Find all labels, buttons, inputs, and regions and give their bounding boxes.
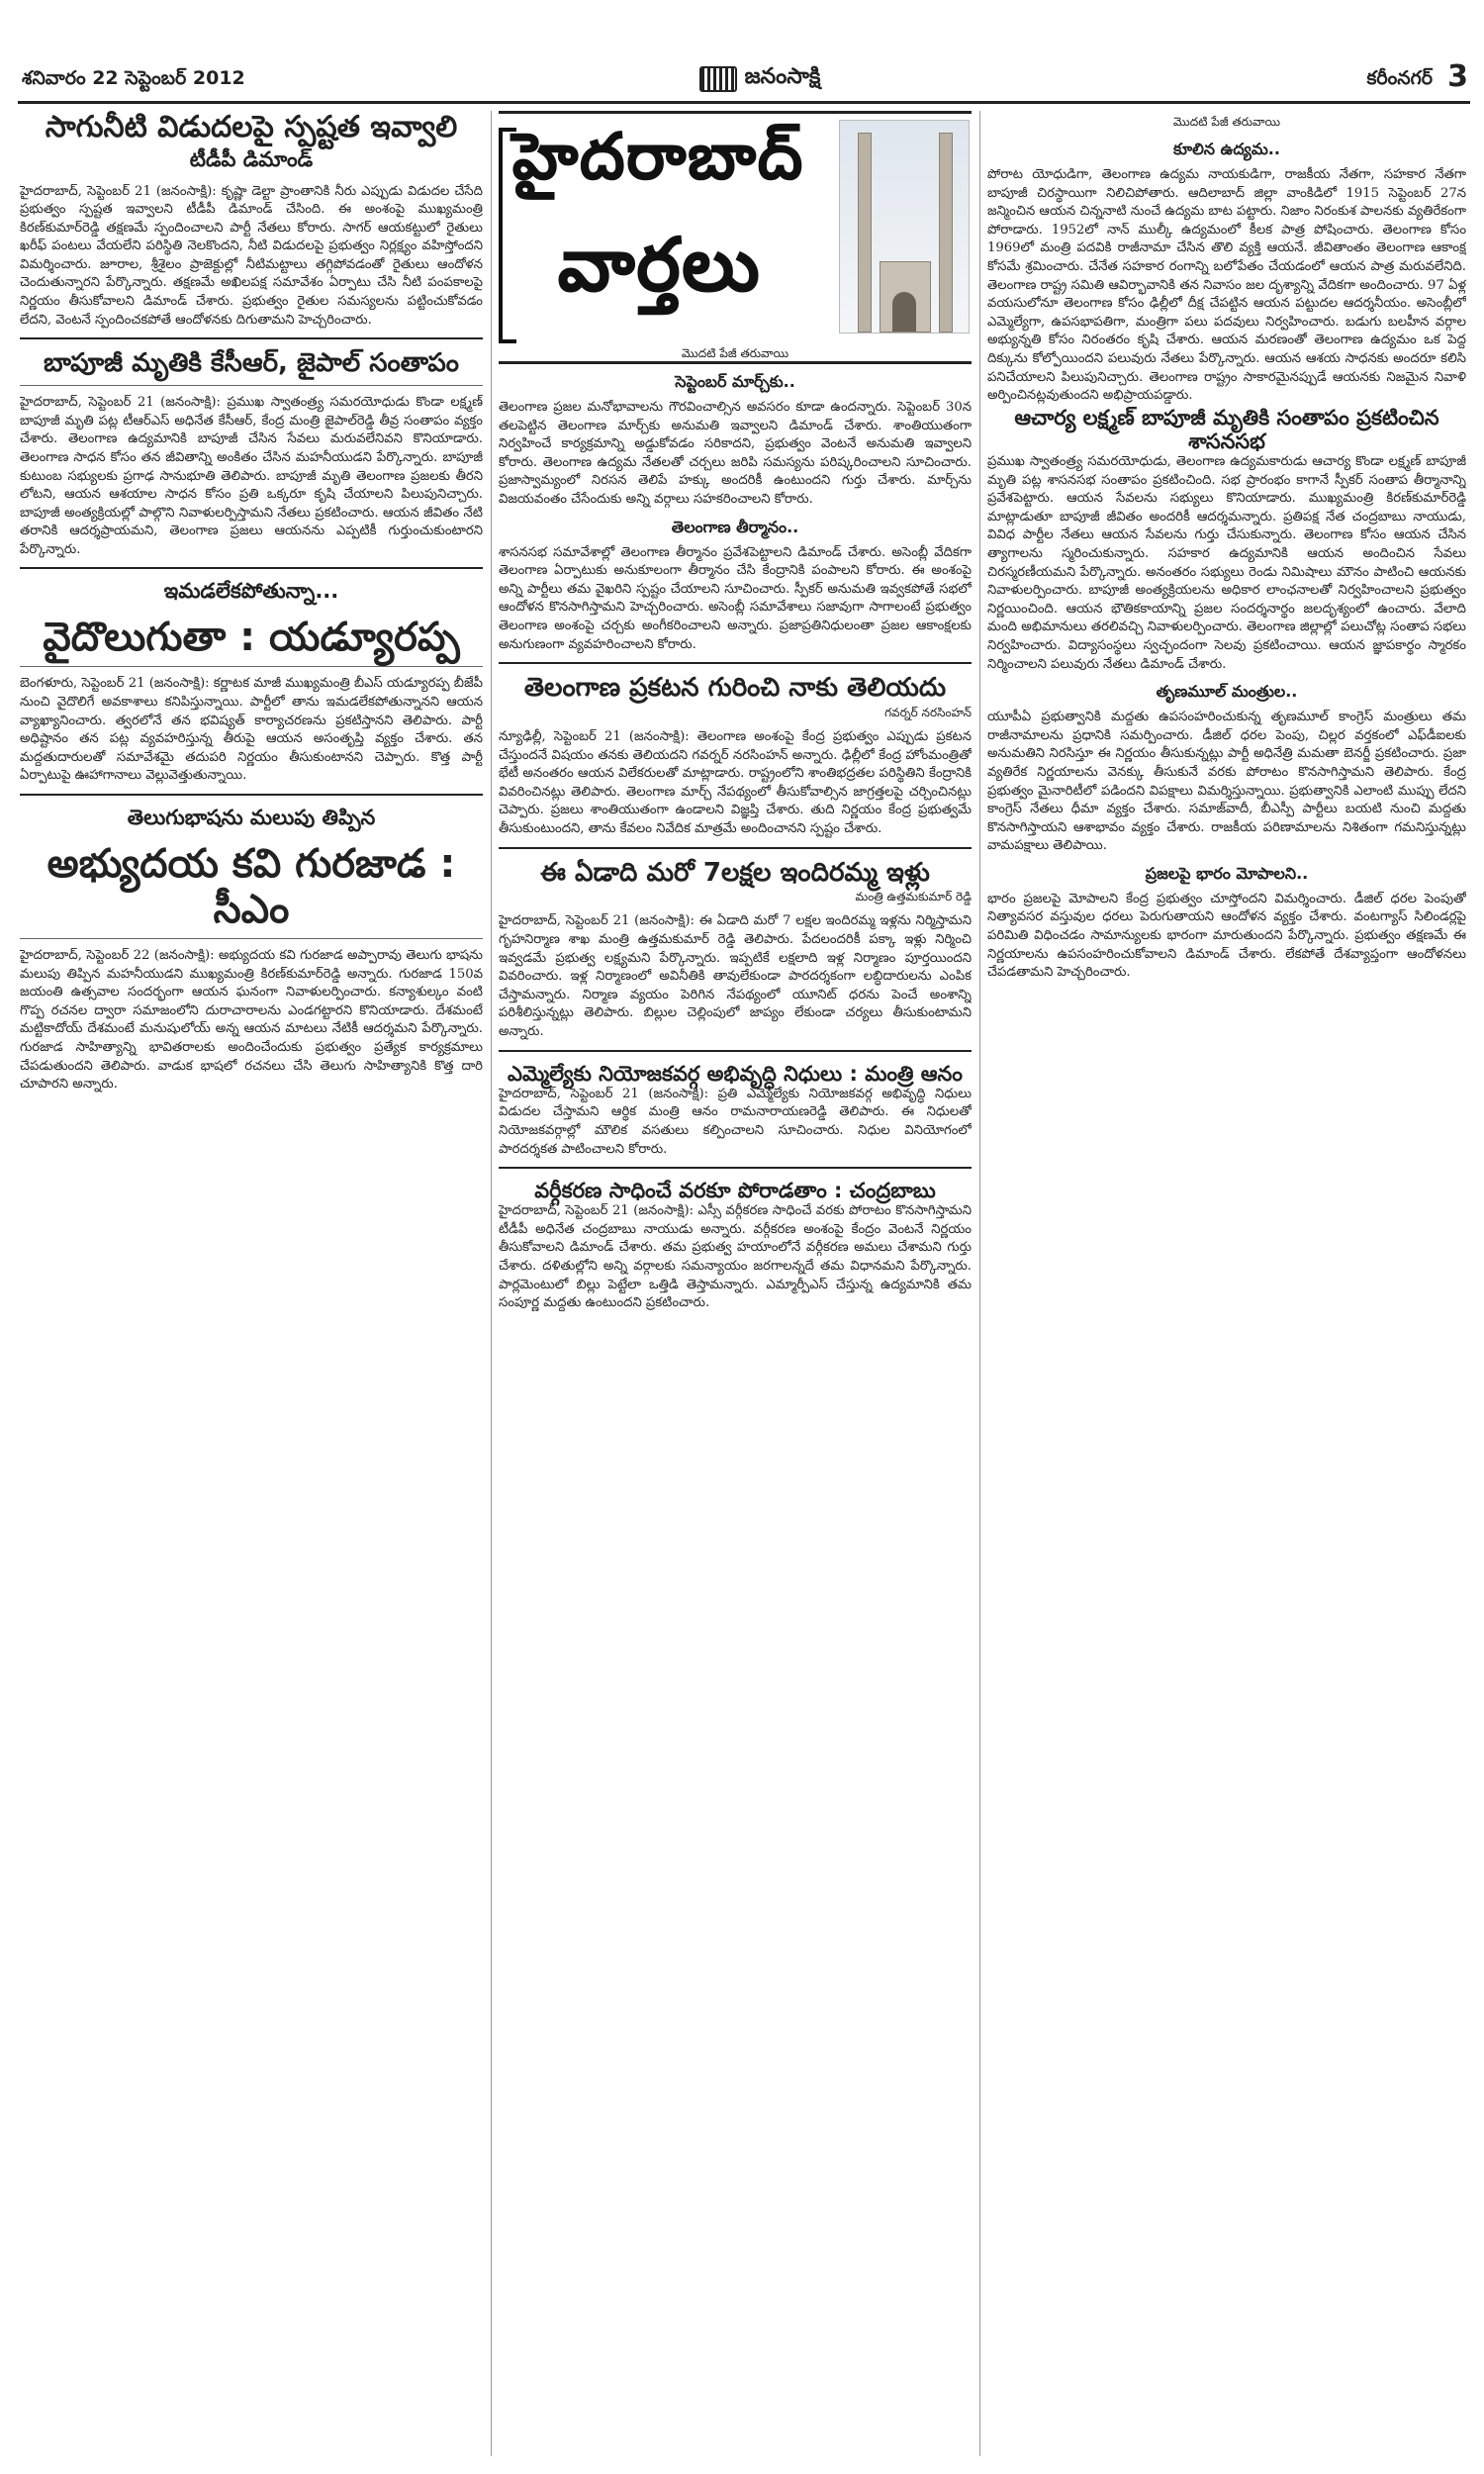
story-body: హైదరాబాద్, సెప్టెంబర్ 21 (జనంసాక్షి): ఎస్సీ వర్గీకరణ సాధించే వరకు పోరాటం కొనసాగిస్తామని టీడీపీ అధినేత చంద్రబాబు నాయుడు అన్నారు. వర్గీకరణ అంశంపై కేంద్రం వెంటనే నిర్ణయం తీసుకోవాలని డిమాండ్ చేశారు. తమ ప్రభుత్వ హయాంలోనే వర్గీకరణ అమలు చేశామని గుర్తు చేశారు. దళితుల్లోని అన్ని వర్గాలకు సమన్యాయం జరగాలన్నదే తమ విధానమని పేర్కొన్నారు. పార్లమెంటులో బిల్లు పెట్టేలా ఒత్తిడి తెస్తామన్నారు. ఎమ్మార్పీఎస్ చేస్తున్న ఉద్యమానికి తమ సంపూర్ణ మద్దతు ఉంటుందని ప్రకటించారు. bbox=[499, 1203, 972, 1311]
story-assembly-condolence bbox=[987, 406, 1466, 674]
story-body: హైదరాబాద్, సెప్టెంబర్ 21 (జనంసాక్షి): కృష్ణా డెల్టా ప్రాంతానికి నీరు ఎప్పుడు విడుదల చేసేది ప్రభుత్వం స్పష్టత ఇవ్వాలని టీడీపీ డిమాండ్ చేసింది. ఈ అంశంపై ముఖ్యమంత్రి కిరణ్‌కుమార్‌రెడ్డి తక్షణమే స్పందించాలని పార్టీ నేతలు కోరారు. సాగర్ ఆయకట్టులో రైతులు ఖరీఫ్ పంటలు వేయలేని పరిస్థితి నెలకొందని, నీటి విడుదలపై ప్రభుత్వం నిర్లక్ష్యం వహిస్తోందని విమర్శించారు. జూరాల, శ్రీశైలం ప్రాజెక్టుల్లో నీటిమట్టాలు తగ్గిపోవడంతో రైతులు ఆందోళన చెందుతున్నారని పేర్కొన్నారు. తక్షణమే అఖిలపక్ష సమావేశం ఏర్పాటు చేసి నీటి పంపకాలపై నిర్ణయం తీసుకోవాలని డిమాండ్ చేశారు. ప్రభుత్వం రైతుల సమస్యలను పట్టించుకోవడం లేదని, వెంటనే స్పందించకపోతే ఆందోళనకు దిగుతామని హెచ్చరించారు. bbox=[20, 183, 483, 328]
banner-line-2: వార్తలు bbox=[558, 223, 762, 308]
headline: ఆచార్య లక్ష్మణ్ బాపూజీ మృతికి సంతాపం ప్రకటించిన శాసనసభ bbox=[1014, 405, 1439, 453]
subheadline: టీడీపీ డిమాండ్ bbox=[189, 146, 314, 171]
issue-date: శనివారం 22 సెప్టెంబర్ 2012 bbox=[22, 67, 245, 89]
headline: అభ్యుదయ కవి గురజాడ : సీఎం bbox=[46, 841, 456, 933]
headline: వర్గీకరణ సాధించే వరకూ పోరాడతాం : చంద్రబాబు bbox=[534, 1179, 936, 1203]
minaret-shape bbox=[939, 133, 953, 333]
logo-text: జనంసాక్షి bbox=[744, 64, 821, 89]
story-body: తెలంగాణ ప్రజల మనోభావాలను గౌరవించాల్సిన అవసరం కూడా ఉందన్నారు. సెప్టెంబర్ 30న తలపెట్టిన తెలంగాణ మార్చ్‌కు అనుమతి ఇవ్వాలని డిమాండ్ చేశారు. శాంతియుతంగా నిర్వహించే కార్యక్రమాన్ని అడ్డుకోవడం సరికాదని, ప్రభుత్వం వెంటనే అనుమతి ఇవ్వాలని కోరారు. తెలంగాణ ఉద్యమ నేతలతో చర్చలు జరిపి సమస్యను పరిష్కరించాలని సూచించారు. ప్రజాస్వామ్యంలో నిరసన తెలిపే హక్కు అందరికీ ఉంటుందని గుర్తు చేశారు. మార్చ్‌ను విజయవంతం చేసేందుకు అన్ని వర్గాలు సహకరించాలని కోరారు. bbox=[499, 400, 972, 507]
page-number: 3 bbox=[1447, 59, 1468, 94]
kicker: ఇమడలేకపోతున్నా... bbox=[163, 579, 339, 604]
edition-name: కరీంనగర్ bbox=[1366, 67, 1433, 89]
story-movement bbox=[987, 140, 1466, 406]
column-2 bbox=[499, 111, 972, 2456]
story-body: బెంగళూరు, సెప్టెంబర్ 21 (జనంసాక్షి): కర్ణాటక మాజీ ముఖ్యమంత్రి బీఎస్ యడ్యూరప్ప బీజేపీ నుంచి వైదొలిగే అవకాశాలు కనిపిస్తున్నాయి. పార్టీలో తాను ఇమడలేకపోతున్నానని ఆయన వ్యాఖ్యానించారు. త్వరలోనే తన భవిష్యత్ కార్యాచరణను ప్రకటిస్తానని తెలిపారు. పార్టీ అధిష్టానం తన పట్ల వ్యవహరిస్తున్న తీరుపై ఆయన అసంతృప్తి వ్యక్తం చేశారు. తన మద్దతుదారులతో సమావేశమై తదుపరి నిర్ణయం తీసుకుంటానని చెప్పారు. కొత్త పార్టీ ఏర్పాటుపై ఊహాగానాలు వెల్లువెత్తుతున్నాయి. bbox=[20, 676, 483, 784]
divider bbox=[20, 337, 483, 339]
page-header bbox=[18, 59, 1470, 104]
logo-mark-icon bbox=[699, 66, 737, 92]
divider bbox=[499, 662, 972, 664]
story-governor bbox=[499, 674, 972, 838]
arch-shape bbox=[880, 261, 931, 333]
headline: కూలిన ఉద్యమ.. bbox=[1173, 140, 1280, 158]
headline: బాపూజీ మృతికి కేసీఆర్, జైపాల్ సంతాపం bbox=[44, 348, 459, 379]
story-bapuji-condolence bbox=[20, 349, 483, 559]
story-trinamool bbox=[987, 682, 1466, 856]
story-telangana-resolution bbox=[499, 518, 972, 655]
banner-caption: మొదటి పేజీ తరువాయి bbox=[681, 346, 789, 360]
headline: సాగునీటి విడుదలపై స్పష్టత ఇవ్వాలి bbox=[45, 111, 458, 144]
divider bbox=[499, 847, 972, 849]
headline: సెప్టెంబర్ మార్చ్‌కు.. bbox=[675, 372, 795, 391]
masthead-logo bbox=[641, 63, 879, 95]
headline: తెలంగాణ తీర్మానం.. bbox=[671, 517, 799, 536]
story-body: భారం ప్రజలపై మోపాలని కేంద్ర ప్రభుత్వం చూస్తోందని విమర్శించారు. డీజిల్ ధరల పెంపుతో నిత్యావసర వస్తువుల ధరలు పెరుగుతాయని ఆందోళన వ్యక్తం చేశారు. వంటగ్యాస్ సిలిండర్లపై పరిమితి విధించడం సామాన్యులకు భారంగా మారుతుందని పేర్కొన్నారు. ప్రభుత్వం తక్షణమే ఈ నిర్ణయాలను ఉపసంహరించుకోవాలని డిమాండ్ చేశారు. లేకపోతే దేశవ్యాప్తంగా ఆందోళనలు చేపడతామని హెచ్చరించారు. bbox=[987, 891, 1466, 981]
headline: తెలంగాణ ప్రకటన గురించి నాకు తెలియదు bbox=[523, 673, 947, 704]
headline: ఎమ్మెల్యేకు నియోజకవర్గ అభివృద్ధి నిధులు : మంత్రి ఆనం bbox=[508, 1061, 963, 1086]
column-rule bbox=[979, 111, 980, 2456]
hyderabad-news-banner bbox=[499, 111, 972, 364]
divider bbox=[20, 794, 483, 796]
headline: ఈ ఏడాది మరో 7లక్షల ఇందిరమ్మ ఇళ్లు bbox=[540, 857, 930, 888]
story-body: హైదరాబాద్, సెప్టెంబర్ 21 (జనంసాక్షి): ప్రతి ఎమ్మెల్యేకు నియోజకవర్గ అభివృద్ధి నిధులు విడుదల చేస్తామని ఆర్థిక మంత్రి ఆనం రామనారాయణరెడ్డి తెలిపారు. ఈ నిధులతో నియోజకవర్గాల్లో మౌలిక వసతులు కల్పించాలని సూచించారు. నిధుల వినియోగంలో పారదర్శకత పాటించాలని కోరారు. bbox=[499, 1086, 972, 1157]
story-public-burden bbox=[987, 864, 1466, 983]
story-body: యూపీఏ ప్రభుత్వానికి మద్దతు ఉపసంహరించుకున్న తృణమూల్ కాంగ్రెస్ మంత్రులు తమ రాజీనామాలను ప్రధానికి సమర్పించారు. డీజిల్ ధరల పెంపు, చిల్లర వర్తకంలో ఎఫ్‌డీఐలకు అనుమతిని నిరసిస్తూ ఈ నిర్ణయం తీసుకున్నట్లు పార్టీ అధినేత్రి మమతా బెనర్జీ ప్రకటించారు. ప్రజా వ్యతిరేక నిర్ణయాలను వెనక్కు తీసుకునే వరకు పోరాటం కొనసాగిస్తామని తెలిపారు. కేంద్ర ప్రభుత్వం మైనారిటీలో పడిందని విపక్షాలు విమర్శిస్తున్నాయి. ప్రభుత్వానికి ఎలాంటి ముప్పు లేదని కాంగ్రెస్ నేతలు ధీమా వ్యక్తం చేశారు. సమాజ్‌వాదీ, బీఎస్పీ పార్టీలు బయటి నుంచి మద్దతు కొనసాగిస్తాయని ఆశాభావం వ్యక్తం చేశారు. రాజకీయ పరిణామాలను నిశితంగా గమనిస్తున్నట్లు వామపక్షాలు తెలిపాయి. bbox=[987, 710, 1466, 854]
story-body: ప్రముఖ స్వాతంత్ర్య సమరయోధుడు, తెలంగాణ ఉద్యమకారుడు ఆచార్య కొండా లక్ష్మణ్ బాపూజీ మృతి పట్ల శాసనసభ సంతాపం ప్రకటించింది. సభ ప్రారంభం కాగానే స్పీకర్ సంతాప తీర్మానాన్ని ప్రవేశపెట్టారు. ఆయన సేవలను సభ్యులు కొనియాడారు. ముఖ్యమంత్రి కిరణ్‌కుమార్‌రెడ్డి మాట్లాడుతూ బాపూజీ జీవితం అందరికీ ఆదర్శమన్నారు. ప్రతిపక్ష నేత చంద్రబాబు నాయుడు, వివిధ పార్టీల నేతలు ఆయన సేవలను గుర్తు చేసుకున్నారు. తెలంగాణ కోసం ఆయన చేసిన త్యాగాలను స్మరించుకున్నారు. సహకార ఉద్యమానికి ఆయన అందించిన సేవలు చిరస్మరణీయమని పేర్కొన్నారు. అనంతరం సభ్యులు రెండు నిమిషాలు మౌనం పాటించి ఆయనకు నివాళులర్పించారు. బాపూజీ అంత్యక్రియలను అధికార లాంఛనాలతో నిర్వహించాలని ప్రభుత్వం నిర్ణయించింది. ఆయన భౌతికకాయాన్ని ప్రజల సందర్శనార్థం జలదృశ్యంలో ఉంచారు. వేలాది మంది అభిమానులు తరలివచ్చి నివాళులర్పించారు. తెలంగాణ జిల్లాల్లో పలుచోట్ల సంతాప సభలు నిర్వహించారు. విద్యాసంస్థలు స్వచ్ఛందంగా సెలవు ప్రకటించాయి. ఆయన జ్ఞాపకార్థం స్మారకం నిర్మించాలని పలువురు నేతలు డిమాండ్ చేశారు. bbox=[987, 454, 1466, 672]
divider bbox=[20, 938, 483, 939]
minaret-shape bbox=[858, 133, 872, 333]
story-mla-funds bbox=[499, 1062, 972, 1160]
subheadline: మంత్రి ఉత్తమకుమార్ రెడ్డి bbox=[855, 890, 972, 904]
story-september-march bbox=[499, 372, 972, 510]
column-3 bbox=[987, 111, 1466, 2456]
divider bbox=[499, 1050, 972, 1052]
story-classification bbox=[499, 1179, 972, 1313]
story-body: శాసనసభ సమావేశాల్లో తెలంగాణ తీర్మానం ప్రవేశపెట్టాలని డిమాండ్ చేశారు. అసెంబ్లీ వేదికగా తెలంగాణ ఏర్పాటుకు అనుకూలంగా తీర్మానం చేసి కేంద్రానికి పంపాలని కోరారు. ఈ అంశంపై అన్ని పార్టీలు తమ వైఖరిని స్పష్టం చేయాలని సూచించారు. స్పీకర్ అనుమతి ఇవ్వకపోతే సభలో ఆందోళన కొనసాగిస్తామని హెచ్చరించారు. అసెంబ్లీ సమావేశాలు సజావుగా సాగాలంటే ప్రభుత్వం తెలంగాణ అంశంపై చర్చకు అంగీకరించాలని అన్నారు. ప్రజాప్రతినిధులంతా ప్రజల ఆకాంక్షలకు అనుగుణంగా వ్యవహరించాలని కోరారు. bbox=[499, 544, 972, 652]
story-body: హైదరాబాద్, సెప్టెంబర్ 22 (జనంసాక్షి): అభ్యుదయ కవి గురజాడ అప్పారావు తెలుగు భాషను మలుపు తిప్పిన మహనీయుడని ముఖ్యమంత్రి కిరణ్‌కుమార్‌రెడ్డి అన్నారు. గురజాడ 150వ జయంతి ఉత్సవాల సందర్భంగా ఆయన ఘనంగా నివాళులర్పించారు. కన్యాశుల్కం వంటి గొప్ప రచనల ద్వారా సమాజంలోని దురాచారాలను ఎండగట్టారని కొనియాడారు. దేశమంటే మట్టికాదోయ్ దేశమంటే మనుషులోయ్ అన్న ఆయన మాటలు నేటికీ ఆదర్శమని పేర్కొన్నారు. గురజాడ సాహిత్యాన్ని భావితరాలకు అందించేందుకు ప్రభుత్వం ప్రత్యేక కార్యక్రమాలు చేపడుతుందని తెలిపారు. వాడుక భాషలో రచనలు చేసి తెలుగు సాహిత్యానికి కొత్త దారి చూపారని అన్నారు. bbox=[20, 948, 483, 1093]
banner-line-1: హైదరాబాద్ bbox=[512, 120, 805, 194]
column-rule bbox=[491, 111, 492, 2456]
headline: వైదొలుగుతా : యడ్యూరప్ప bbox=[43, 615, 460, 661]
subheadline: గవర్నర్ నరసింహన్ bbox=[884, 706, 972, 720]
story-irrigation bbox=[20, 111, 483, 330]
divider bbox=[20, 666, 483, 667]
headline: తృణమూల్ మంత్రుల.. bbox=[1156, 682, 1298, 702]
story-indiramma-houses bbox=[499, 859, 972, 1042]
divider bbox=[499, 1167, 972, 1169]
divider bbox=[20, 567, 483, 569]
kicker: తెలుగుభాషను మలుపు తిప్పిన bbox=[127, 806, 376, 830]
story-body: పోరాట యోధుడిగా, తెలంగాణ ఉద్యమ నాయకుడిగా, రాజకీయ నేతగా, సహకార నేతగా బాపూజీ చిరస్థాయిగా నిలిచిపోతారు. ఆదిలాబాద్ జిల్లా వాంకిడిలో 1915 సెప్టెంబర్ 27న జన్మించిన ఆయన చిన్ననాటి నుంచే ఉద్యమ బాట పట్టారు. నిజాం నిరంకుశ పాలనకు వ్యతిరేకంగా పోరాడారు. 1952లో నాన్ ముల్కీ ఉద్యమంలో కీలక పాత్ర పోషించారు. తెలంగాణ కోసం 1969లో మంత్రి పదవికి రాజీనామా చేసిన తొలి వ్యక్తి ఆయనే. జీవితాంతం తెలంగాణ ఆకాంక్ష కోసమే శ్రమించారు. చేనేత సహకార రంగాన్ని బలోపేతం చేయడంలో ఆయన పాత్ర మరువలేనిది. తెలంగాణ రాష్ట్ర సమితి ఆవిర్భావానికి తన నివాసం జల దృశ్యాన్ని వేదికగా అందించారు. 97 ఏళ్ల వయసులోనూ తెలంగాణ కోసం ఢిల్లీలో దీక్ష చేపట్టిన ఆయన పట్టుదల ఆదర్శనీయం. అసెంబ్లీలో ఎమ్మెల్యేగా, ఉపసభాపతిగా, మంత్రిగా పలు పదవులు నిర్వహించారు. బడుగు బలహీన వర్గాల అభ్యున్నతి కోసం నిరంతరం కృషి చేశారు. ఆయన మరణంతో తెలంగాణ ఉద్యమం ఒక పెద్ద దిక్కును కోల్పోయిందని పలువురు నేతలు పేర్కొన్నారు. ఆయన ఆశయ సాధనకు అందరూ కలిసి పనిచేయాలని పిలుపునిచ్చారు. తెలంగాణ రాష్ట్రం సాకారమైనప్పుడే ఆయనకు నిజమైన నివాళి అర్పించినట్లవుతుందని అభిప్రాయపడ్డారు. bbox=[987, 167, 1466, 404]
story-gurajada bbox=[20, 806, 483, 1094]
column-1 bbox=[20, 111, 483, 2456]
divider bbox=[20, 385, 483, 386]
story-body: హైదరాబాద్, సెప్టెంబర్ 21 (జనంసాక్షి): ప్రముఖ స్వాతంత్ర్య సమరయోధుడు కొండా లక్ష్మణ్ బాపూజీ మృతి పట్ల టీఆర్‌ఎస్ అధినేత కేసీఆర్, కేంద్ర మంత్రి జైపాల్‌రెడ్డి తీవ్ర సంతాపం వ్యక్తం చేశారు. తెలంగాణ ఉద్యమానికి బాపూజీ చేసిన సేవలు మరువలేనివని కొనియాడారు. తెలంగాణ సాధన కోసం తన జీవితాన్ని అంకితం చేసిన మహనీయుడని పేర్కొన్నారు. బాపూజీ కుటుంబ సభ్యులకు ప్రగాఢ సానుభూతి తెలిపారు. బాపూజీ మృతి తెలంగాణ ప్రజలకు తీరని లోటని, ఆయన ఆశయాల సాధన కోసం ప్రతి ఒక్కరూ కృషి చేయాలని పిలుపునిచ్చారు. బాపూజీ అంత్యక్రియల్లో పాల్గొని నివాళులర్పిస్తామని నేతలు ప్రకటించారు. ఆయన జీవితం నేటి తరానికి ఆదర్శప్రాయమని, తెలంగాణ ప్రజలు ఆయనను ఎప్పటికీ గుర్తుంచుకుంటారని పేర్కొన్నారు. bbox=[20, 395, 483, 557]
continuation-label: మొదటి పేజీ తరువాయి bbox=[1172, 115, 1281, 129]
charminar-photo bbox=[839, 120, 970, 333]
story-yeddyurappa bbox=[20, 579, 483, 786]
story-body: న్యూఢిల్లీ, సెప్టెంబర్ 21 (జనంసాక్షి): తెలంగాణ అంశంపై కేంద్ర ప్రభుత్వం ఎప్పుడు ప్రకటన చేస్తుందనే విషయం తనకు తెలియదని గవర్నర్ నరసింహన్ అన్నారు. ఢిల్లీలో కేంద్ర హోంమంత్రితో భేటీ అనంతరం ఆయన విలేకరులతో మాట్లాడారు. రాష్ట్రంలోని శాంతిభద్రతల పరిస్థితిని కేంద్రానికి వివరించినట్లు తెలిపారు. తెలంగాణ మార్చ్ నేపథ్యంలో తీసుకోవాల్సిన జాగ్రత్తలపై చర్చించినట్లు చెప్పారు. ప్రజలు శాంతియుతంగా ఉండాలని విజ్ఞప్తి చేశారు. తుది నిర్ణయం కేంద్ర ప్రభుత్వమే తీసుకుంటుందని, తాను కేవలం నివేదిక మాత్రమే అందించానని స్పష్టం చేశారు. bbox=[499, 729, 972, 836]
story-body: హైదరాబాద్, సెప్టెంబర్ 21 (జనంసాక్షి): ఈ ఏడాది మరో 7 లక్షల ఇందిరమ్మ ఇళ్లను నిర్మిస్తామని గృహనిర్మాణ శాఖ మంత్రి ఉత్తమకుమార్ రెడ్డి తెలిపారు. పేదలందరికీ పక్కా ఇళ్లు నిర్మించి ఇవ్వడమే ప్రభుత్వ లక్ష్యమని పేర్కొన్నారు. ఇప్పటికే లక్షలాది ఇళ్ల నిర్మాణం పూర్తయిందని వివరించారు. ఇళ్ల నిర్మాణంలో అవినీతికి తావులేకుండా పారదర్శకంగా లబ్ధిదారులను ఎంపిక చేస్తామన్నారు. నిర్మాణ వ్యయం పెరిగిన నేపథ్యంలో యూనిట్ ధరను పెంచే అంశాన్ని పరిశీలిస్తున్నట్లు తెలిపారు. బిల్లుల చెల్లింపులో జాప్యం లేకుండా చర్యలు తీసుకుంటామని అన్నారు. bbox=[499, 913, 972, 1040]
headline: ప్రజలపై భారం మోపాలని.. bbox=[1145, 863, 1309, 883]
